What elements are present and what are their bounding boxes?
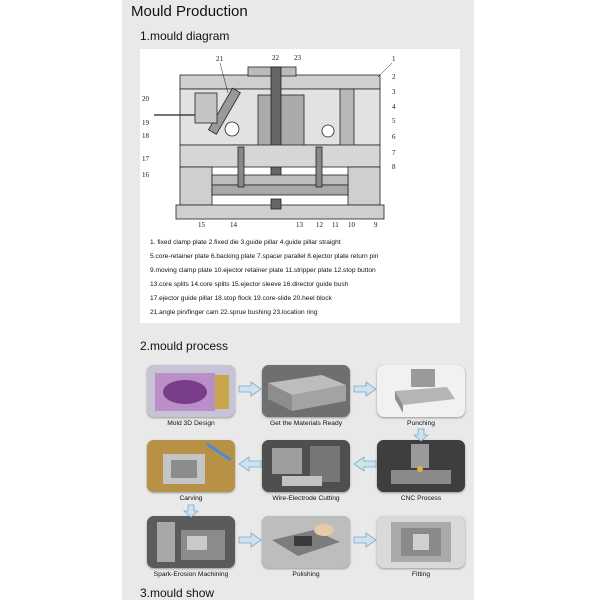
svg-text:16: 16 — [142, 171, 149, 179]
svg-text:19: 19 — [142, 119, 149, 127]
arrow-right-icon — [237, 381, 263, 397]
step-label: Spark-Erosion Machining — [153, 571, 229, 578]
arrow-down-icon — [413, 428, 429, 442]
step-label: Polishing — [292, 571, 320, 578]
mould-diagram-heading: 1.mould diagram — [140, 29, 230, 43]
step-label: Wire-Electrode Cutting — [272, 495, 340, 502]
process-step — [262, 440, 350, 502]
steel-block-image — [262, 365, 350, 417]
svg-text:23: 23 — [294, 54, 301, 62]
backing-plate — [180, 145, 380, 167]
wire-cutting-image — [262, 440, 350, 492]
arrow-down-icon — [183, 504, 199, 518]
svg-text:14: 14 — [230, 221, 237, 229]
cnc-machine-image — [377, 440, 465, 492]
svg-text:13: 13 — [296, 221, 303, 229]
diagram-panel — [140, 49, 460, 323]
process-step — [262, 365, 350, 427]
page-title: Mould Production — [131, 3, 248, 20]
arrow-left-icon — [352, 456, 378, 472]
punching-machine-image — [377, 365, 465, 417]
legend-line: 5.core-retainer plate 6.backing plate 7.spacer parallel 8.ejector plate return pin — [150, 253, 379, 260]
process-step — [147, 440, 235, 502]
mould-diagram — [140, 49, 460, 229]
cad-design-image — [147, 365, 235, 417]
legend-line: 13.core splits 14.core splits 15.ejector sleeve 16.director guide bush — [150, 281, 349, 288]
mould-show-heading: 3.mould show — [140, 586, 215, 600]
step-label: Punching — [407, 420, 435, 427]
svg-text:4: 4 — [392, 103, 396, 111]
legend-line: 17.ejector guide pillar 18.stop flock 19.core-slide 20.heel block — [150, 295, 332, 302]
svg-text:5: 5 — [392, 117, 396, 125]
svg-text:6: 6 — [392, 133, 396, 141]
arrow-right-icon — [352, 532, 378, 548]
legend-line: 21.angle pin/finger cam 22.sprue bushing 23.location ring — [150, 309, 318, 316]
spark-erosion-image — [147, 516, 235, 568]
mould-process-heading: 2.mould process — [140, 339, 229, 353]
spacer-parallel-left — [180, 167, 212, 205]
heel-block — [195, 93, 217, 123]
fitting-image — [377, 516, 465, 568]
svg-text:22: 22 — [272, 54, 279, 62]
svg-text:18: 18 — [142, 132, 149, 140]
step-label: CNC Process — [400, 495, 442, 502]
legend-line: 1. fixed clamp plate 2.fixed die 3.guide pillar 4.guide pillar straight — [150, 239, 341, 246]
ejector-plate — [212, 185, 348, 195]
svg-text:8: 8 — [392, 163, 396, 171]
spacer-parallel-right — [348, 167, 380, 205]
svg-text:3: 3 — [392, 88, 396, 96]
carving-image — [147, 440, 235, 492]
svg-text:17: 17 — [142, 155, 149, 163]
process-step — [377, 365, 465, 427]
step-label: Get the Materials Ready — [269, 420, 343, 427]
svg-text:11: 11 — [332, 221, 339, 229]
svg-text:7: 7 — [392, 149, 396, 157]
svg-text:21: 21 — [216, 55, 223, 63]
process-step — [377, 516, 465, 578]
step-label: Fitting — [411, 571, 431, 578]
stop-block — [225, 122, 239, 136]
svg-text:2: 2 — [392, 73, 396, 81]
svg-text:1: 1 — [392, 55, 396, 63]
polishing-image — [262, 516, 350, 568]
step-label: Carving — [179, 495, 203, 502]
process-step — [147, 516, 235, 578]
svg-text:12: 12 — [316, 221, 323, 229]
process-step — [377, 440, 465, 502]
svg-text:9: 9 — [374, 221, 378, 229]
arrow-right-icon — [352, 381, 378, 397]
legend-line: 9.moving clamp plate 10.ejector retainer plate 11.stripper plate 12.stop button — [150, 267, 376, 274]
arrow-left-icon — [237, 456, 263, 472]
process-step — [262, 516, 350, 578]
step-label: Mold 3D Design — [167, 420, 215, 427]
sprue-bushing — [271, 67, 281, 187]
process-step — [147, 365, 235, 427]
guide-pillar — [340, 89, 354, 149]
arrow-right-icon — [237, 532, 263, 548]
page — [122, 0, 474, 600]
svg-text:15: 15 — [198, 221, 205, 229]
svg-text:20: 20 — [142, 95, 149, 103]
svg-text:10: 10 — [348, 221, 355, 229]
process-grid — [147, 365, 465, 600]
ejector-retainer-plate — [212, 175, 348, 185]
